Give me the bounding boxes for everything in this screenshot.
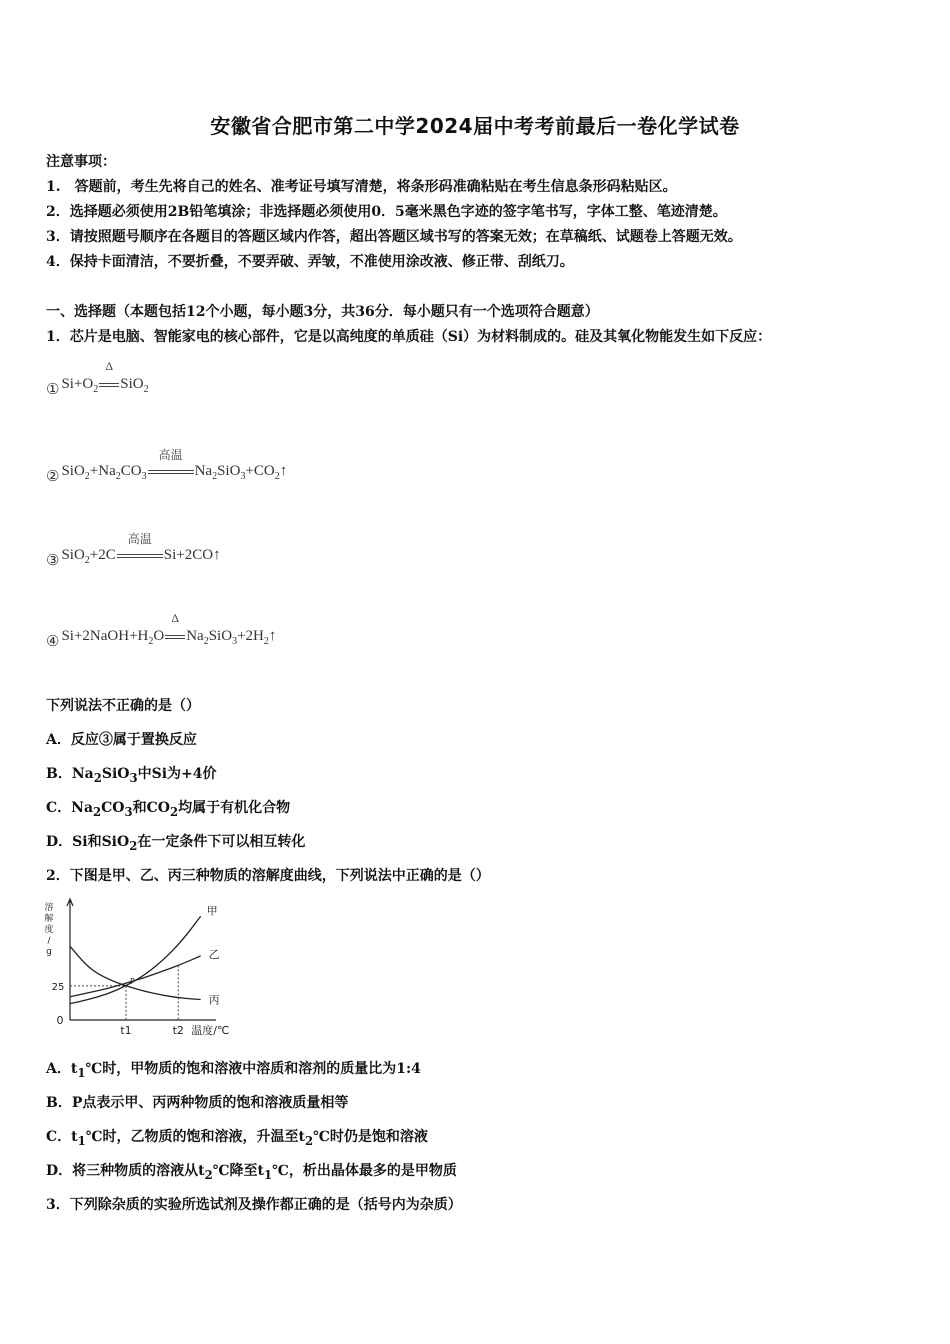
condition-label: Δ — [105, 359, 114, 373]
series-label: 乙 — [208, 947, 220, 961]
series-line-1 — [70, 916, 201, 1003]
q1-option-d: D．Si和SiO$_2$在一定条件下可以相互转化 — [46, 834, 306, 853]
q2-option-c: C．$t_1℃$时，乙物质的饱和溶液，升温至$t_2℃$时仍是饱和溶液 — [46, 1129, 428, 1148]
q2-option-d: D．将三种物质的溶液从$t_2℃$降至$t_1℃$，析出晶体最多的是甲物质 — [46, 1163, 457, 1182]
notice-item-4: 4．保持卡面清洁，不要折叠，不要弄破、弄皱，不准使用涂改液、修正带、刮纸刀。 — [46, 254, 574, 270]
page-title: 安徽省合肥市第二中学2024届中考考前最后一卷化学试卷 — [210, 114, 740, 138]
origin-label: 0 — [56, 1014, 64, 1027]
reaction-condition — [98, 359, 120, 393]
condition-label: 高温 — [158, 448, 183, 462]
reaction-number: ④ — [46, 634, 60, 650]
reaction-2 — [46, 448, 288, 485]
reaction-left: $Si+O_2$ — [61, 376, 99, 395]
solubility-chart — [40, 896, 230, 1046]
y-axis-label-char: g — [46, 947, 52, 957]
reaction-left: $Si+2NaOH+H_2O$ — [61, 628, 165, 647]
equals-sign — [148, 470, 194, 474]
equals-sign — [117, 554, 163, 558]
y-axis-label-char: 度 — [44, 925, 54, 935]
q2-option-b: B．P点表示甲、丙两种物质的饱和溶液质量相等 — [46, 1095, 349, 1111]
x-axis-label: 温度/℃ — [191, 1024, 230, 1037]
p-point-label: P — [130, 976, 135, 986]
notice-item-1: 1. 答题前，考生先将自己的姓名、准考证号填写清楚，将条形码准确粘贴在考生信息条形码粘贴区。 — [46, 179, 677, 195]
y-axis-label-char: 溶 — [44, 903, 54, 913]
reaction-number: ② — [46, 469, 60, 485]
reaction-left: $SiO_2+Na_2CO_3$ — [61, 463, 147, 482]
series-label: 丙 — [208, 993, 220, 1007]
reaction-right: Si+2CO↑ — [163, 547, 221, 563]
section-heading: 一、选择题（本题包括12个小题，每小题3分，共36分．每小题只有一个选项符合题意） — [46, 304, 599, 320]
reaction-condition — [164, 611, 186, 645]
reaction-number: ③ — [46, 553, 60, 569]
reaction-4 — [46, 611, 277, 650]
condition-label: Δ — [171, 611, 180, 625]
question-3-stem: 3．下列除杂质的实验所选试剂及操作都正确的是（括号内为杂质） — [46, 1197, 462, 1213]
reaction-right: SiO$_2$ — [120, 376, 149, 395]
series-line-2 — [70, 956, 201, 997]
q1-option-b: B．$Na_2SiO_3$中Si为+4价 — [46, 766, 217, 785]
question-1-stem: 1．芯片是电脑、智能家电的核心部件，它是以高纯度的单质硅（Si）为材料制成的。硅及其氧化物能发生如下反应： — [46, 329, 772, 345]
notice-item-3: 3．请按照题号顺序在各题目的答题区域内作答，超出答题区域书写的答案无效；在草稿纸、试题卷上答题无效。 — [46, 229, 742, 245]
q2-option-a: A．$t_1℃$时，甲物质的饱和溶液中溶质和溶剂的质量比为1:4 — [46, 1061, 421, 1080]
series-label: 甲 — [206, 904, 218, 918]
reaction-right: $Na_2SiO_3+2H_2↑$ — [186, 628, 277, 647]
y-tick-label: 25 — [51, 981, 65, 993]
q1-option-c: C．$Na_2CO_3$和$CO_2$均属于有机化合物 — [46, 800, 291, 819]
reaction-condition — [116, 532, 164, 564]
y-axis-label-char: 解 — [44, 914, 54, 924]
question-2-stem: 2．下图是甲、乙、丙三种物质的溶解度曲线，下列说法中正确的是（） — [46, 868, 490, 884]
condition-label: 高温 — [127, 532, 152, 546]
reaction-3 — [46, 532, 221, 569]
reaction-condition — [147, 448, 195, 480]
reaction-right: $Na_2SiO_3+CO_2↑$ — [194, 463, 288, 482]
q1-option-a: A．反应③属于置换反应 — [46, 732, 197, 748]
notice-heading: 注意事项： — [46, 154, 116, 170]
equals-sign — [165, 635, 185, 639]
x-tick-label: t1 — [120, 1024, 132, 1037]
reaction-1 — [46, 359, 149, 398]
notice-item-2: 2．选择题必须使用2B铅笔填涂；非选择题必须使用0．5毫米黑色字迹的签字笔书写，字体工整、笔迹清楚。 — [46, 204, 727, 220]
question-1-prompt: 下列说法不正确的是（） — [46, 698, 200, 714]
y-axis-label-char: / — [47, 936, 51, 946]
x-tick-label: t2 — [172, 1024, 184, 1037]
reaction-left: SiO$_2$+2C — [61, 547, 116, 566]
series-line-3 — [70, 946, 201, 999]
equals-sign — [99, 383, 119, 387]
reaction-number: ① — [46, 382, 60, 398]
